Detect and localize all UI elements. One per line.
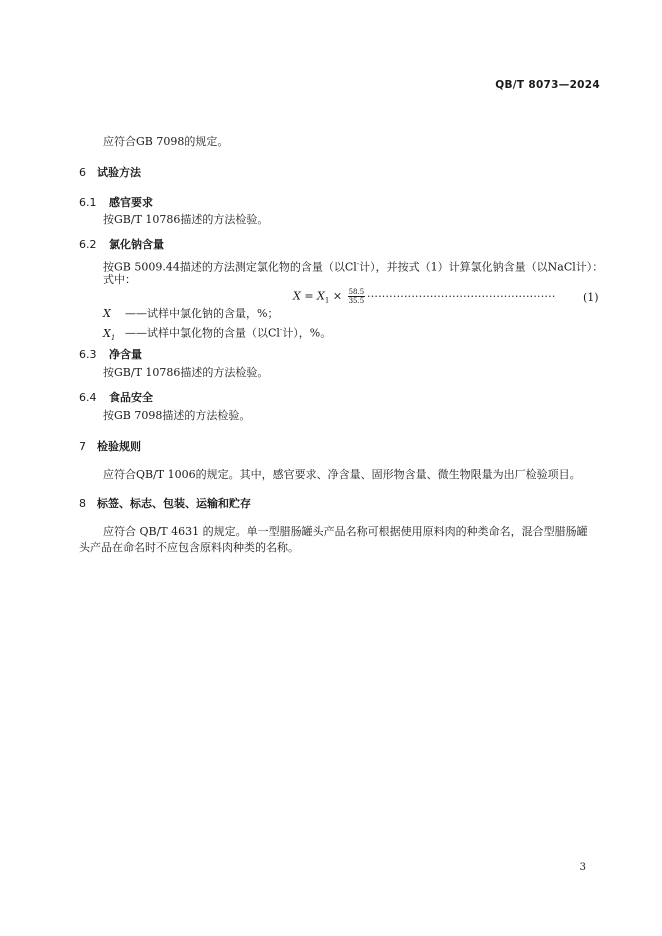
formula-leader-dots: ···················································	[367, 290, 556, 303]
section-title: 标签、标志、包装、运输和贮存	[97, 497, 251, 510]
variable-symbol: X	[103, 326, 111, 340]
section-title: 感官要求	[109, 196, 153, 209]
superscript-minus: -	[356, 260, 360, 268]
section-8-text-line2: 头产品在命名时不应包含原料肉种类的名称。	[79, 541, 299, 554]
section-title: 试验方法	[97, 166, 141, 179]
section-number: 6	[79, 166, 86, 179]
section-6-heading	[79, 164, 141, 180]
section-number: 7	[79, 440, 86, 453]
section-6-1-heading	[79, 194, 153, 210]
section-title: 氯化钠含量	[109, 238, 164, 251]
formula-lhs: X = X	[293, 289, 325, 303]
text-part: 计），并按式（1）计算氯化钠含量（以NaCl计）：	[359, 260, 604, 274]
superscript-minus: -	[279, 326, 283, 334]
section-number: 8	[79, 497, 86, 510]
where-label: 式中：	[103, 273, 136, 286]
variable-description: ——试样中氯化钠的含量，%；	[125, 307, 279, 320]
section-6-1-text: 按GB/T 10786描述的方法检验。	[103, 213, 269, 226]
section-6-3-heading	[79, 346, 142, 362]
page-number: 3	[579, 862, 586, 873]
section-6-3-text: 按GB/T 10786描述的方法检验。	[103, 366, 269, 379]
text-part: 按GB 5009.44描述的方法测定氯化物的含量（以Cl	[103, 260, 357, 274]
variable-x-def	[103, 306, 278, 322]
section-6-4-heading	[79, 389, 153, 405]
formula-number: (1)	[583, 291, 599, 304]
section-6-4-text: 按GB 7098描述的方法检验。	[103, 409, 251, 422]
section-6-2-heading	[79, 236, 164, 252]
section-title: 食品安全	[109, 391, 153, 404]
section-7-text: 应符合QB/T 1006的规定。其中，感官要求、净含量、固形物含量、微生物限量为出厂检验项目。	[103, 468, 581, 481]
fraction-denominator: 35.5	[348, 297, 365, 305]
fraction-numerator: 58.5	[348, 288, 365, 296]
formula-subscript: 1	[324, 296, 330, 305]
section-number: 6.4	[79, 391, 97, 404]
section-7-heading	[79, 438, 141, 454]
variable-symbol: X	[103, 307, 111, 320]
formula	[293, 288, 365, 305]
formula-times: ×	[329, 289, 343, 303]
variable-subscript: 1	[110, 333, 116, 342]
variable-description: ——试样中氯化物的含量（以Cl	[125, 326, 280, 340]
standard-code: QB/T 8073—2024	[495, 79, 600, 91]
section-title: 检验规则	[97, 440, 141, 453]
variable-description: 计），%。	[282, 326, 332, 340]
section-8-text-line1: 应符合 QB/T 4631 的规定。单一型腊肠罐头产品名称可根据使用原料肉的种类命名，混合型腊肠罐	[103, 525, 588, 538]
section-number: 6.1	[79, 196, 97, 209]
section-8-heading	[79, 495, 251, 511]
formula-fraction	[348, 288, 366, 305]
variable-x1-def	[103, 322, 331, 346]
intro-paragraph: 应符合GB 7098的规定。	[103, 135, 229, 148]
section-title: 净含量	[109, 348, 142, 361]
section-number: 6.2	[79, 238, 97, 251]
section-number: 6.3	[79, 348, 97, 361]
section-6-2-text	[103, 256, 603, 276]
